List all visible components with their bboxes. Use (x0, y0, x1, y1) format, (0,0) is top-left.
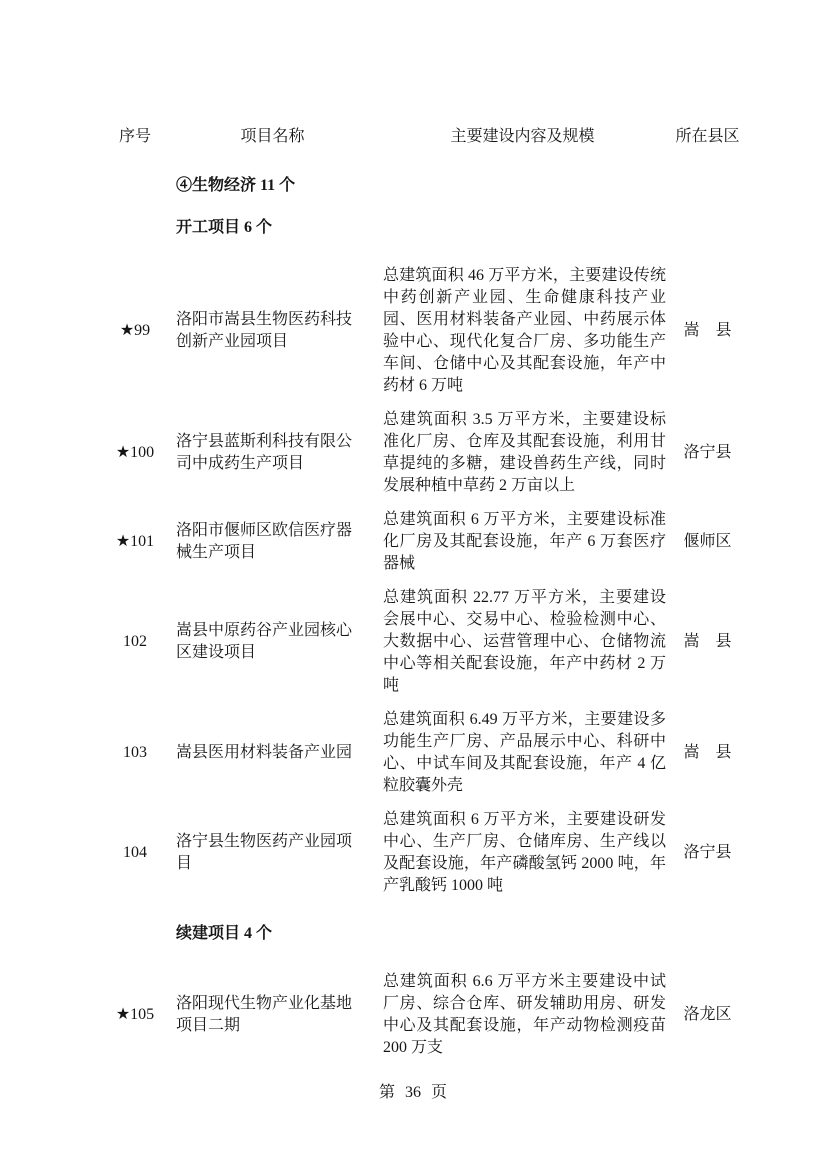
project-county: 洛宁县 (683, 444, 732, 461)
project-content: 总建筑面积 46 万平方米，主要建设传统中药创新产业园、生命健康科技产业园、医用材料装备产业园、中药展示体验中心、现代化复合厂房、多功能生产车间、仓储中心及其配套设施，年产中药材 6 万吨 (383, 267, 666, 394)
section-title-row (100, 923, 745, 945)
page-number: 第 36 页 (378, 1084, 447, 1101)
table-row (100, 581, 745, 703)
section-title: ④生物经济 11 个 (176, 177, 296, 194)
project-county: 嵩 县 (683, 633, 732, 650)
table-row (100, 503, 745, 581)
section-spacer (100, 217, 170, 239)
section-title: 开工项目 6 个 (176, 219, 273, 236)
table-row (100, 403, 745, 503)
column-header-name: 项目名称 (240, 128, 305, 145)
row-serial-number: ★99 (119, 322, 151, 339)
project-county: 嵩 县 (683, 744, 732, 761)
project-content: 总建筑面积 6.49 万平方米，主要建设多功能生产厂房、产品展示中心、科研中心、中试车间及其配套设施，年产 4 亿粒胶囊外壳 (383, 711, 666, 794)
section-title-row (100, 175, 745, 197)
project-name: 洛阳市偃师区欧信医疗器械生产项目 (176, 522, 353, 561)
project-county: 偃师区 (683, 533, 732, 550)
section-title: 续建项目 4 个 (176, 925, 273, 942)
section-title-row (100, 217, 745, 239)
project-county: 洛宁县 (683, 844, 732, 861)
row-serial-number: ★101 (115, 533, 155, 550)
project-name: 洛宁县蓝斯利科技有限公司中成药生产项目 (176, 433, 353, 472)
column-header-county: 所在县区 (675, 128, 740, 145)
table-header-row (100, 126, 745, 148)
project-content: 总建筑面积 6.6 万平方米主要建设中试厂房、综合仓库、研发辅助用房、研发中心及其配套设施，年产动物检测疫苗 200 万支 (383, 973, 666, 1056)
project-county: 洛龙区 (683, 1006, 732, 1023)
table-row (100, 803, 745, 903)
project-name: 嵩县中原药谷产业园核心区建设项目 (176, 622, 353, 661)
project-content: 总建筑面积 3.5 万平方米，主要建设标准化厂房、仓库及其配套设施，利用甘草提纯的多糖，建设兽药生产线，同时发展种植中草药 2 万亩以上 (383, 411, 666, 494)
table-row (100, 703, 745, 803)
project-content: 总建筑面积 6 万平方米，主要建设研发中心、生产厂房、仓储库房、生产线以及配套设施，年产磷酸氢钙 2000 吨，年产乳酸钙 1000 吨 (383, 811, 666, 894)
row-serial-number: 102 (123, 633, 147, 650)
table-row (100, 965, 745, 1065)
table-body (100, 175, 745, 1065)
project-name: 洛阳市嵩县生物医药科技创新产业园项目 (176, 311, 353, 350)
row-serial-number: 103 (123, 744, 147, 761)
column-header-no: 序号 (118, 128, 151, 145)
column-header-content: 主要建设内容及规模 (450, 128, 595, 145)
project-content: 总建筑面积 22.77 万平方米，主要建设会展中心、交易中心、检验检测中心、大数据中心、运营管理中心、仓储物流中心等相关配套设施，年产中药材 2 万吨 (383, 589, 666, 694)
row-serial-number: ★100 (115, 444, 155, 461)
row-serial-number: ★105 (115, 1006, 155, 1023)
project-county: 嵩 县 (683, 322, 732, 339)
project-name: 洛阳现代生物产业化基地项目二期 (176, 995, 353, 1034)
project-name: 嵩县医用材料装备产业园 (176, 744, 353, 761)
table-row (100, 259, 745, 403)
section-spacer (100, 923, 170, 945)
project-name: 洛宁县生物医药产业园项目 (176, 833, 353, 872)
section-spacer (100, 175, 170, 197)
project-content: 总建筑面积 6 万平方米，主要建设标准化厂房及其配套设施，年产 6 万套医疗器械 (383, 511, 666, 572)
row-serial-number: 104 (123, 844, 147, 861)
